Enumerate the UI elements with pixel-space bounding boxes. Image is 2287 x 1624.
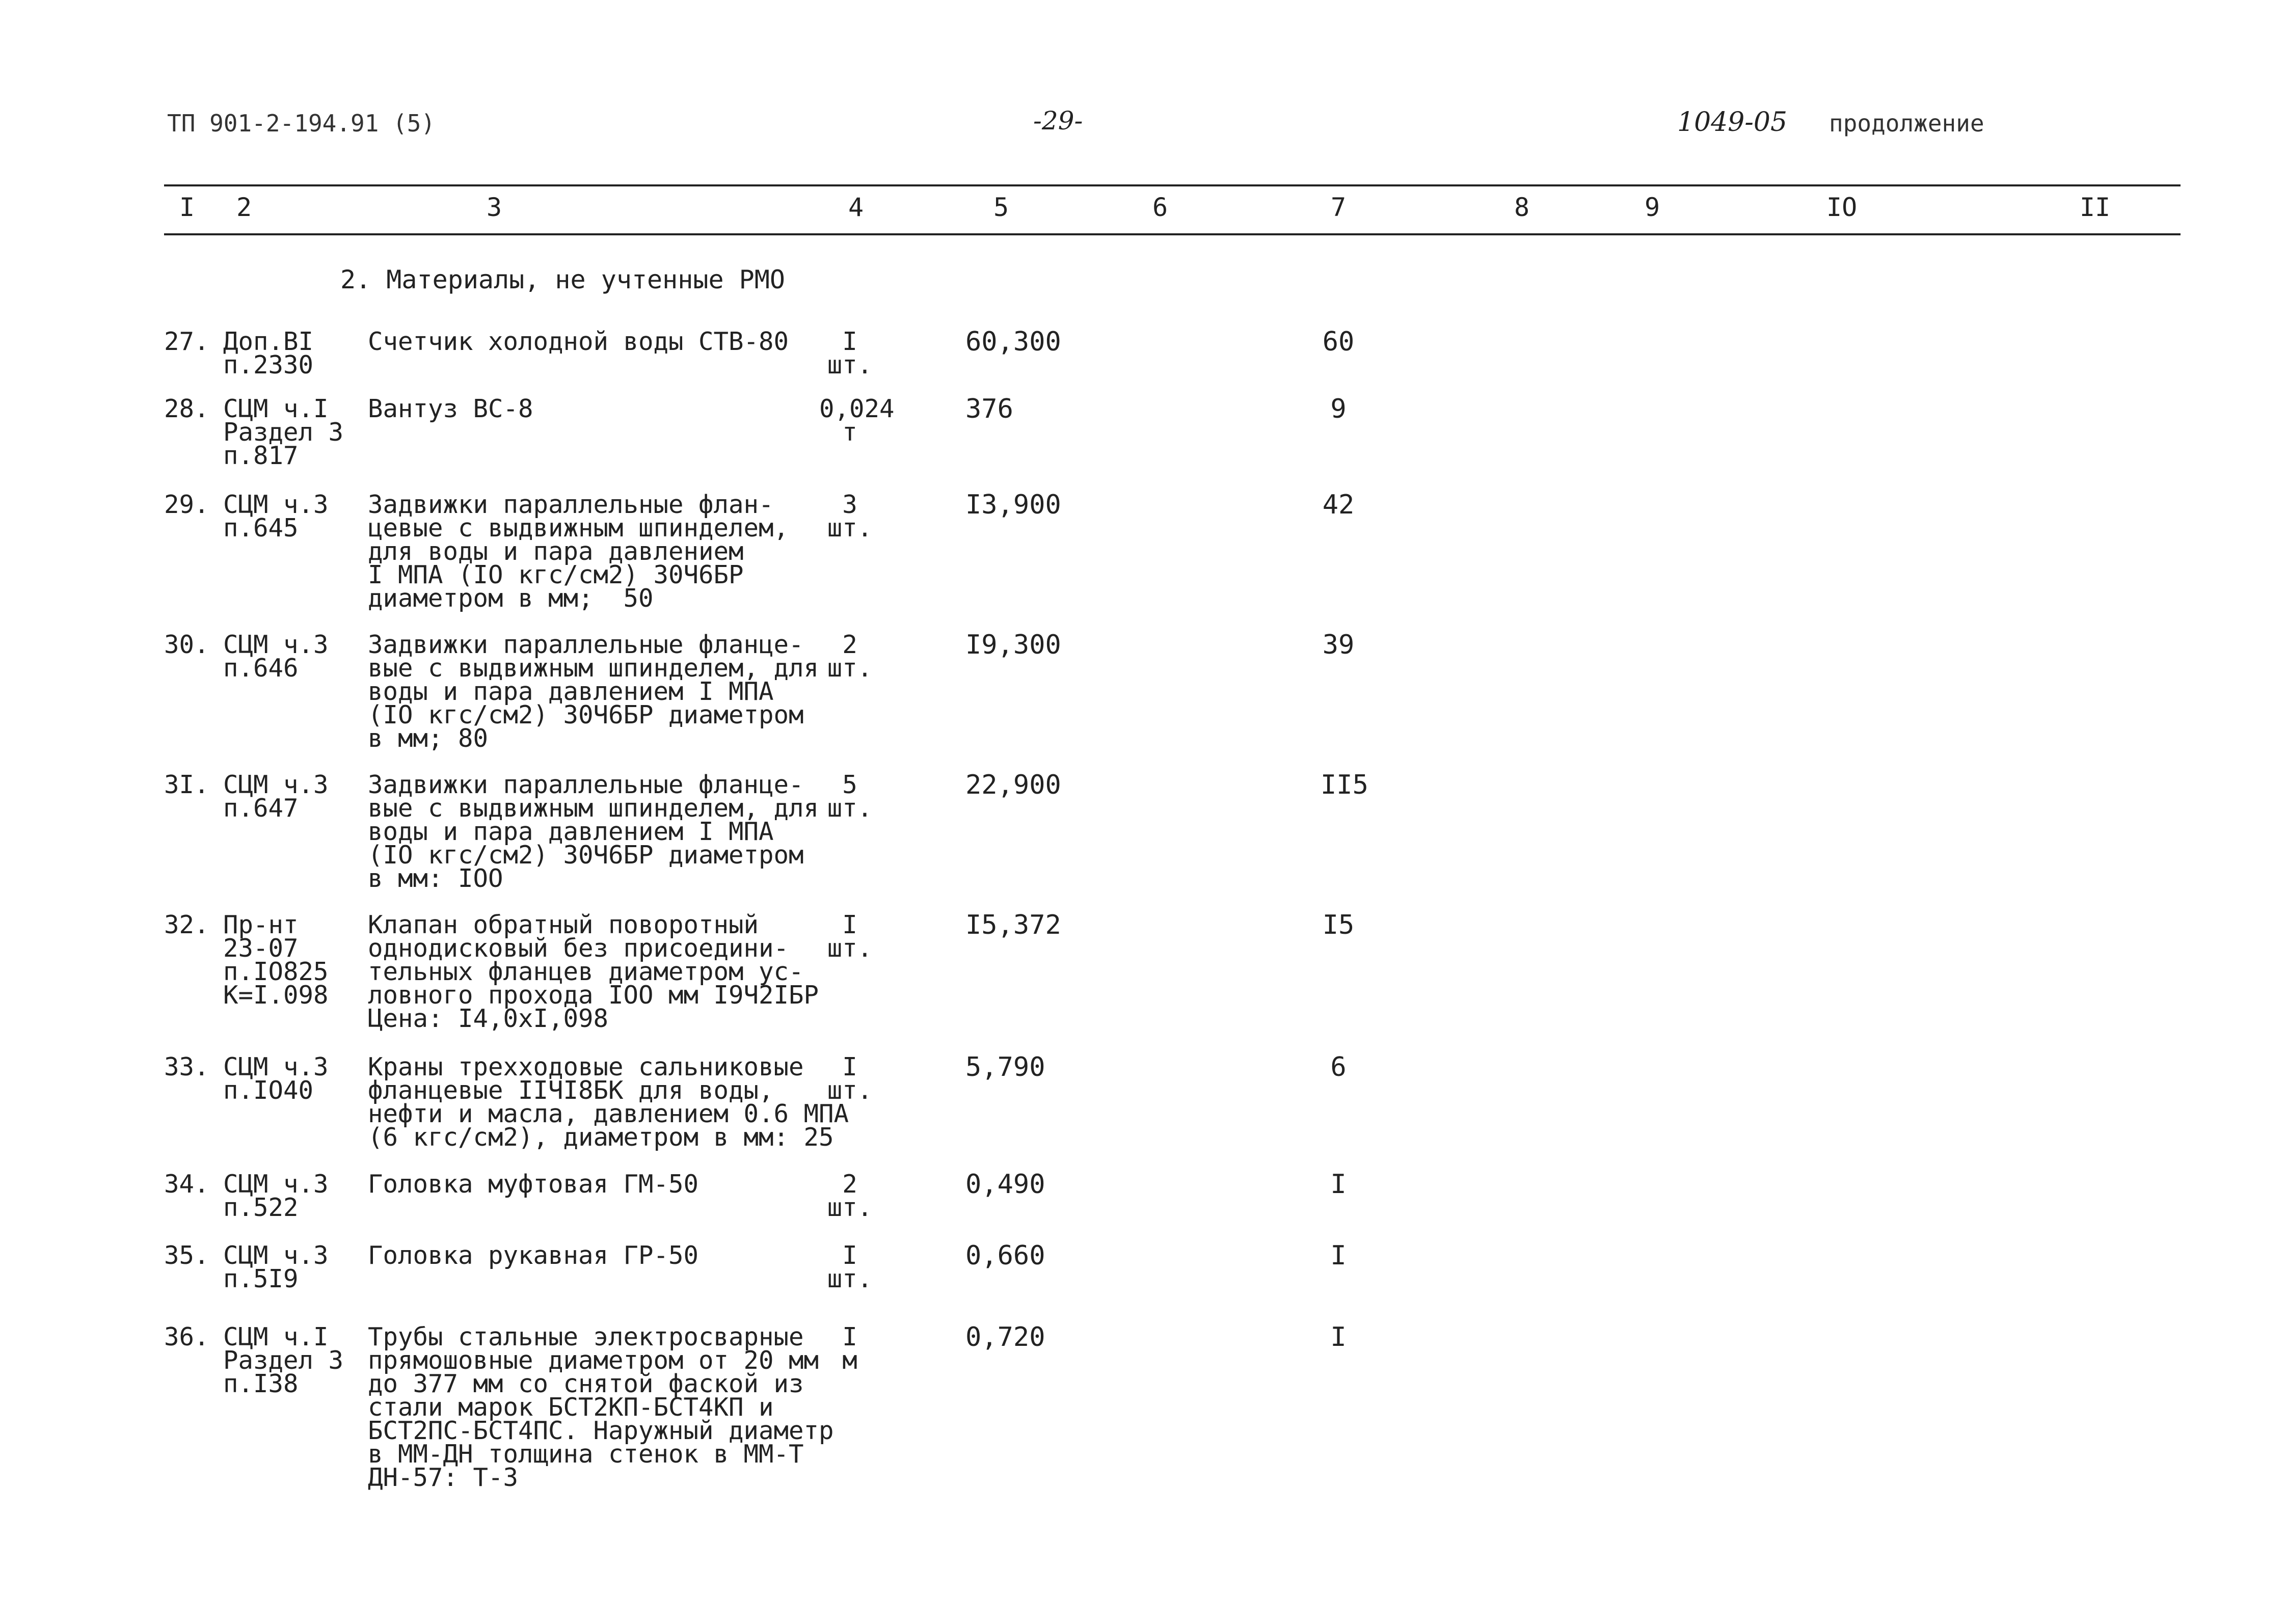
row-unit-price: 0,660 — [965, 1240, 1045, 1271]
row-quantity: 2 шт. — [827, 1170, 873, 1222]
row-quantity: 5 шт. — [827, 770, 873, 823]
row-total: I5 — [1322, 910, 1355, 940]
row-total: 60 — [1322, 327, 1355, 357]
section-title: 2. Материалы, не учтенные РМО — [340, 265, 785, 294]
row-unit-price: 60,300 — [965, 327, 1061, 357]
row-source-code: Пр-нт 23-07 п.IO825 К=I.098 — [223, 910, 329, 1010]
col-header-8: 8 — [1514, 193, 1530, 222]
row-material-name: Задвижки параллельные фланце- вые с выдвижным шпинделем, для воды и пара давлением I МПА (IO кгс/см2) 30Ч6БР диаметром в мм; 80 — [368, 630, 819, 753]
row-material-name: Клапан обратный поворотный однодисковый без присоедини- тельных фланцев диаметром ус- ловного прохода IOO мм I9Ч2IБР Цена: I4,0хI,098 — [368, 910, 819, 1033]
row-material-name: Счетчик холодной воды СТВ-80 — [368, 327, 789, 356]
row-quantity: I шт. — [827, 1052, 873, 1105]
row-unit-price: I9,300 — [965, 630, 1061, 660]
col-header-5: 5 — [993, 193, 1009, 222]
row-number: 33. — [164, 1052, 209, 1081]
row-number: 28. — [164, 394, 209, 423]
row-number: 27. — [164, 327, 209, 356]
row-total: II5 — [1321, 770, 1368, 800]
row-quantity: 2 шт. — [827, 630, 873, 683]
row-number: 30. — [164, 630, 209, 659]
row-total: 6 — [1330, 1052, 1347, 1082]
row-number: 3I. — [164, 770, 209, 799]
row-quantity: 3 шт. — [827, 490, 873, 543]
row-material-name: Задвижки параллельные фланце- вые с выдвижным шпинделем, для воды и пара давлением I МПА (IO кгс/см2) 30Ч6БР диаметром в мм: IOO — [368, 770, 819, 893]
row-total: I — [1330, 1322, 1347, 1352]
row-unit-price: 22,900 — [965, 770, 1061, 800]
row-source-code: Доп.BI п.2330 — [223, 327, 314, 380]
row-quantity: I шт. — [827, 1241, 873, 1293]
row-total: 9 — [1330, 394, 1347, 424]
row-unit-price: I5,372 — [965, 910, 1061, 940]
row-source-code: СЦМ ч.3 п.646 — [223, 630, 329, 683]
row-quantity: 0,024 т — [819, 394, 895, 447]
row-source-code: СЦМ ч.I Раздел 3 п.I38 — [223, 1322, 344, 1398]
row-total: I — [1330, 1240, 1347, 1271]
doc-code: ТП 901-2-194.91 (5) — [167, 110, 436, 137]
row-number: 29. — [164, 490, 209, 519]
row-unit-price: I3,900 — [965, 490, 1061, 520]
row-source-code: СЦМ ч.3 п.647 — [223, 770, 329, 823]
row-source-code: СЦМ ч.I Раздел 3 п.817 — [223, 394, 344, 470]
row-unit-price: 0,720 — [965, 1322, 1045, 1352]
row-total: I — [1330, 1169, 1347, 1200]
row-material-name: Краны трехходовые сальниковые фланцевые IIЧI8БК для воды, нефти и масла, давлением 0.6 МПА (6 кгс/см2), диаметром в мм: 25 — [368, 1052, 849, 1152]
row-number: 35. — [164, 1241, 209, 1270]
col-header-6: 6 — [1152, 193, 1168, 222]
row-material-name: Трубы стальные электросварные прямошовные диаметром от 20 мм до 377 мм со снятой фаской из стали марок БСТ2КП-БСТ4КП и БСТ2ПС-БСТ4ПС. Наружный диаметр в ММ-ДН толщина стенок в ММ-Т ДН-57: Т-3 — [368, 1322, 834, 1492]
row-source-code: СЦМ ч.3 п.522 — [223, 1170, 329, 1222]
col-header-9: 9 — [1645, 193, 1660, 222]
col-header-3: 3 — [487, 193, 502, 222]
row-total: 42 — [1322, 490, 1355, 520]
row-number: 32. — [164, 910, 209, 939]
row-unit-price: 0,490 — [965, 1169, 1045, 1200]
table-top-rule — [164, 184, 2181, 186]
handwritten-ref: 1049-05 — [1677, 107, 1788, 138]
col-header-1: I — [179, 193, 195, 222]
row-material-name: Головка муфтовая ГМ-50 — [368, 1170, 699, 1199]
col-header-2: 2 — [236, 193, 252, 222]
row-number: 36. — [164, 1322, 209, 1351]
col-header-7: 7 — [1331, 193, 1347, 222]
row-material-name: Задвижки параллельные флан- цевые с выдвижным шпинделем, для воды и пара давлением I МПА (IO кгс/см2) 30Ч6БР диаметром в мм; 50 — [368, 490, 789, 613]
row-source-code: СЦМ ч.3 п.5I9 — [223, 1241, 329, 1293]
row-number: 34. — [164, 1170, 209, 1199]
col-header-11: II — [2080, 193, 2111, 222]
row-material-name: Вантуз ВС-8 — [368, 394, 533, 423]
table-header-rule — [164, 233, 2181, 235]
continuation-label: продолжение — [1829, 110, 1984, 137]
row-material-name: Головка рукавная ГР-50 — [368, 1241, 699, 1270]
row-total: 39 — [1322, 630, 1355, 660]
row-quantity: I шт. — [827, 910, 873, 963]
col-header-10: IO — [1826, 193, 1858, 222]
row-source-code: СЦМ ч.3 п.IO40 — [223, 1052, 329, 1105]
row-source-code: СЦМ ч.3 п.645 — [223, 490, 329, 543]
col-header-4: 4 — [848, 193, 864, 222]
row-unit-price: 376 — [965, 394, 1013, 424]
row-quantity: I м — [842, 1322, 857, 1375]
row-unit-price: 5,790 — [965, 1052, 1045, 1082]
row-quantity: I шт. — [827, 327, 873, 380]
page-number: -29- — [1033, 106, 1083, 136]
